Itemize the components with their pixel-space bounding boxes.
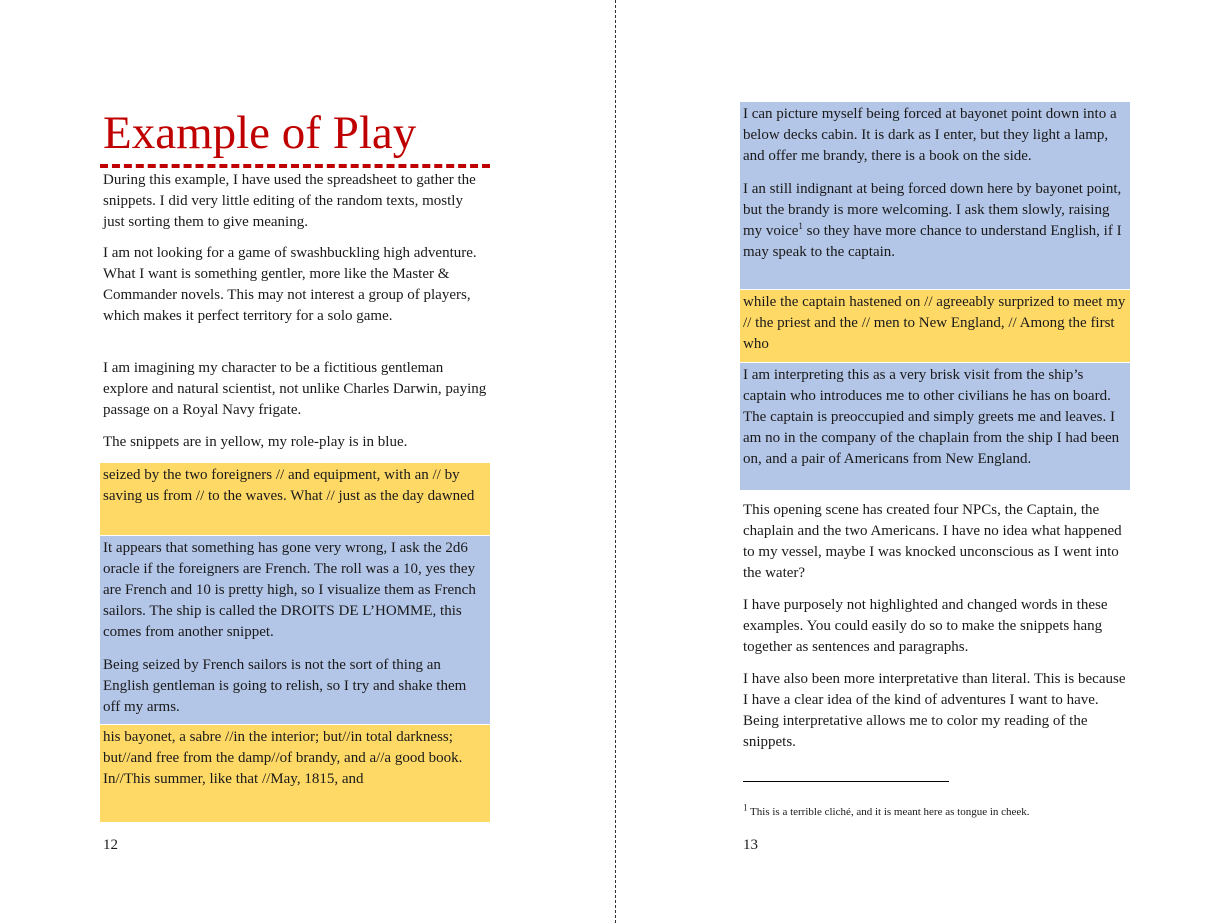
footnote-separator xyxy=(743,781,949,782)
approach-paragraph: I am not looking for a game of swashbuckling high adventure. What I want is something gentler, more like the Master & Commander novels. This may not interest a group of players, which makes it perfect territory for a solo game. xyxy=(103,245,477,324)
roleplay-text: I can picture myself being forced at bayonet point down into a below decks cabin. It is dark as I enter, but they light a lamp, and offer me brandy, there is a book on the side. xyxy=(743,106,1117,164)
character-paragraph: I am imagining my character to be a fictitious gentleman explore and natural scientist, not unlike Charles Darwin, paying passage on a Royal Navy frigate. xyxy=(103,360,487,418)
legend-paragraph: The snippets are in yellow, my role-play is in blue. xyxy=(103,434,408,450)
footnote-number: 1 xyxy=(743,802,748,813)
roleplay-text xyxy=(743,179,1127,263)
interpretation-paragraph: I have also been more interpretative than literal. This is because I have a clear idea of the kind of adventures I want to have. Being interpretative allows me to color my reading of the snippets. xyxy=(743,671,1126,750)
npc-paragraph: This opening scene has created four NPCs, the Captain, the chaplain and the two Americans. I have no idea what happened to my vessel, maybe I was knocked unconscious as I went into the water? xyxy=(743,502,1122,581)
footnote-text: This is a terrible cliché, and it is meant here as tongue in cheek. xyxy=(747,806,1030,818)
roleplay-text: It appears that something has gone very wrong, I ask the 2d6 oracle if the foreigners are French. The roll was a 10, yes they are French and 10 is pretty high, so I visualize them as French sailors. The ship is called the DROITS DE L’HOMME, this comes from another snippet. xyxy=(103,540,476,640)
roleplay-text-end: so they have more chance to understand English, if I may speak to the captain. xyxy=(743,223,1122,260)
roleplay-text: Being seized by French sailors is not the sort of thing an English gentleman is going to relish, so I try and shake them off my arms. xyxy=(103,657,467,715)
roleplay-block xyxy=(100,536,490,724)
roleplay-block xyxy=(740,102,1130,289)
snippet-text: seized by the two foreigners // and equipment, with an // by saving us from // to the waves. What // just as the day dawned xyxy=(103,467,475,504)
roleplay-block xyxy=(740,363,1130,490)
title-dashed-rule xyxy=(100,164,490,168)
snippet-block xyxy=(100,463,490,535)
roleplay-text: I am interpreting this as a very brisk visit from the ship’s captain who introduces me to other civilians he has on board. The captain is preoccupied and simply greets me and leaves. I am no in the company of the chaplain from the ship I had been on, and a pair of Americans from New England. xyxy=(743,367,1120,467)
snippet-block xyxy=(100,725,490,822)
snippet-text: his bayonet, a sabre //in the interior; but//in total darkness; but//and free from the damp//of brandy, and a//a good book. In//This summer, like that //May, 1815, and xyxy=(103,729,463,787)
page-number: 12 xyxy=(103,837,118,853)
page-number: 13 xyxy=(743,837,758,853)
roleplay-text-start: I an still indignant at being forced down here by bayonet point, but the brandy is more welcoming. I ask them slowly, raising my voice xyxy=(743,181,1122,239)
snippet-block xyxy=(740,290,1130,362)
highlighting-paragraph: I have purposely not highlighted and changed words in these examples. You could easily do so to make the snippets hang together as sentences and paragraphs. xyxy=(743,597,1108,655)
snippet-text: while the captain hastened on // agreeably surprized to meet my // the priest and the // men to New England, // Among the first who xyxy=(743,294,1126,352)
footnote-reference[interactable]: 1 xyxy=(798,221,803,231)
page-title: Example of Play xyxy=(103,107,417,159)
intro-paragraph: During this example, I have used the spreadsheet to gather the snippets. I did very little editing of the random texts, mostly just sorting them to give meaning. xyxy=(103,172,476,230)
footnote xyxy=(743,802,1030,820)
